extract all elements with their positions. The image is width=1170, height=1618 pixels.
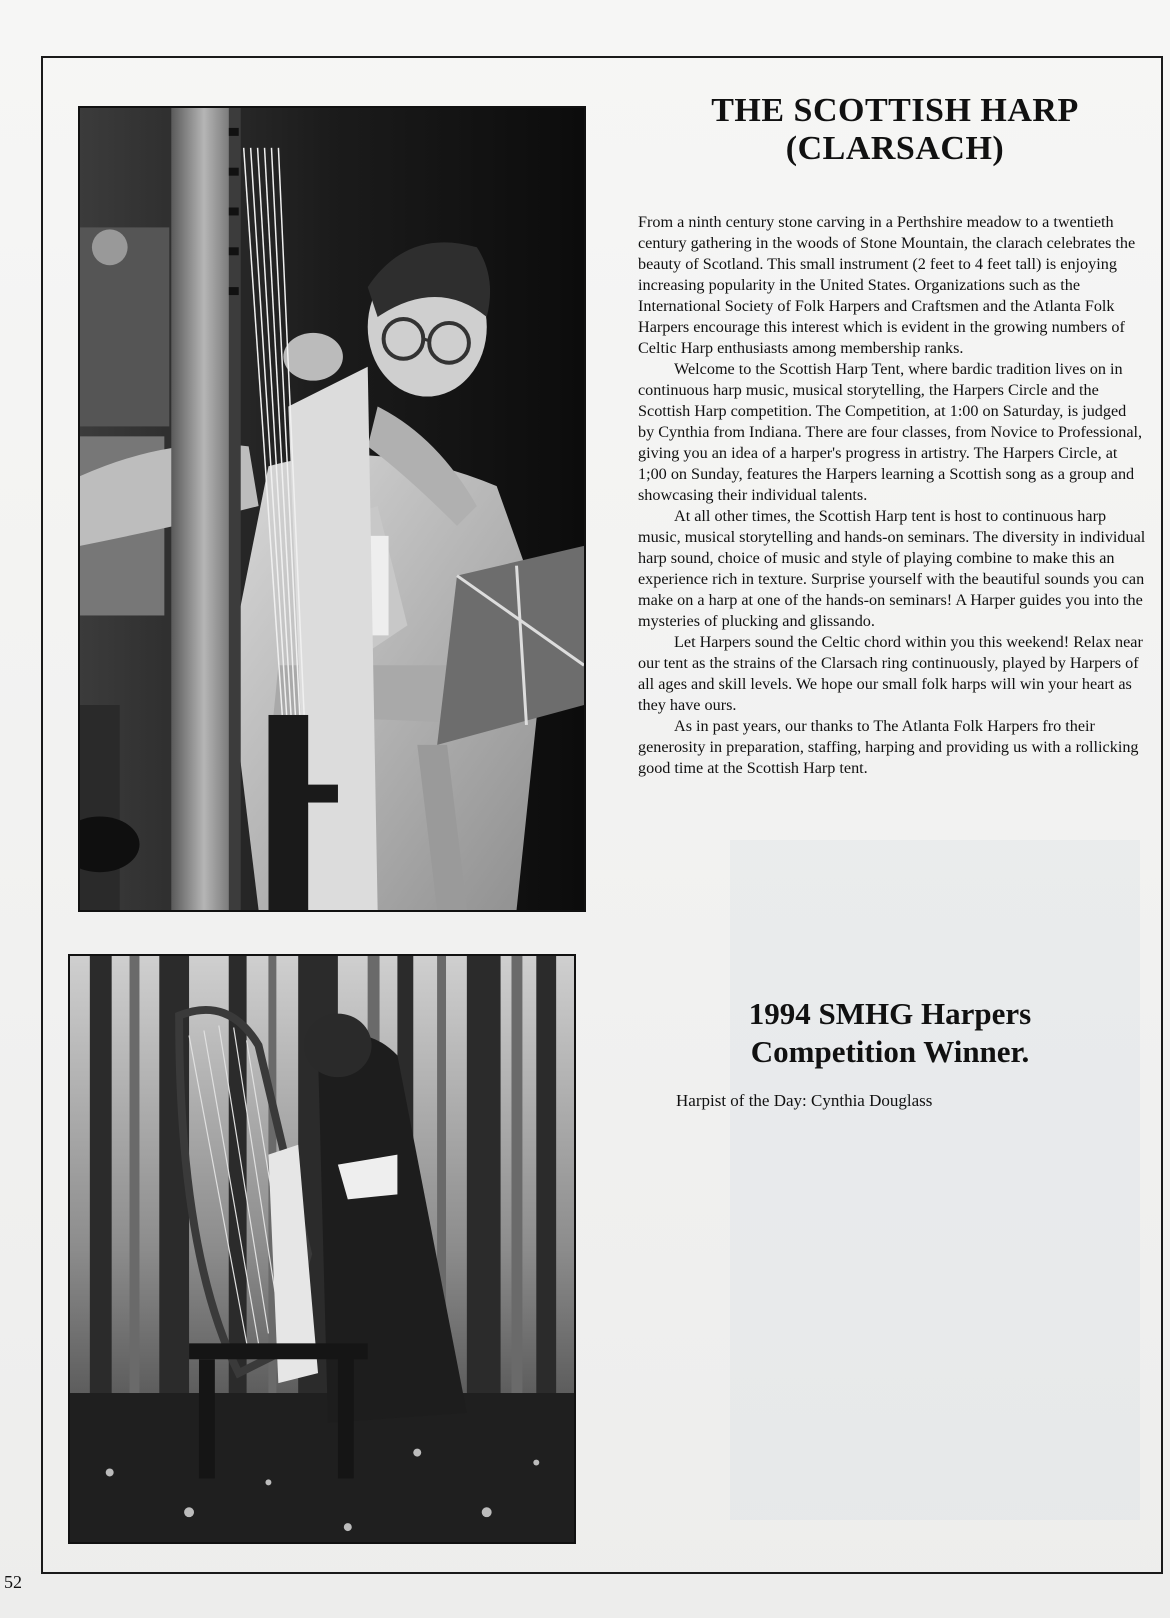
article-body: [638, 212, 1146, 779]
article-paragraph-5: As in past years, our thanks to The Atlanta Folk Harpers fro their generosity in preparation, staffing, harping and providing us with a rollicking good time at the Scottish Harp tent.: [638, 717, 1139, 777]
winner-heading-line2: Competition Winner.: [750, 1034, 1030, 1069]
article-title-line1: THE SCOTTISH HARP: [711, 92, 1079, 129]
harpist-in-woods-image: [70, 956, 574, 1542]
winner-heading-line1: 1994 SMHG Harpers: [748, 996, 1032, 1031]
article-paragraph-3: At all other times, the Scottish Harp tent is host to continuous harp music, musical storytelling and hands-on seminars. The diversity in individual harp sound, choice of music and style of playing combine to make this an experience rich in texture. Surprise yourself with the beautiful sounds you can make on a harp at one of the hands-on seminars! A Harper guides you into the mysteries of plucking and glissando.: [638, 507, 1146, 630]
article-paragraph-2: Welcome to the Scottish Harp Tent, where bardic tradition lives on in continuous harp music, musical storytelling, the Harpers Circle and the Scottish Harp competition. The Competition, at 1:00 on Saturday, is judged by Cynthia from Indiana. There are four classes, from Novice to Professional, giving you an idea of a harper's progress in artistry. The Harpers Circle, at 1;00 on Sunday, features the Harpers learning a Scottish song as a group and showcasing their individual talents.: [638, 360, 1143, 504]
article-paragraph-4: Let Harpers sound the Celtic chord within you this weekend! Relax near our tent as the strains of the Clarsach ring continuously, played by Harpers of all ages and skill levels. We hope our small folk harps will win your heart as they have ours.: [638, 633, 1143, 714]
winner-heading: [680, 995, 1100, 1071]
photo-harpist-playing: [78, 106, 586, 912]
photo-harpist-in-woods: [68, 954, 576, 1544]
article-title-line2: (CLARSACH): [785, 130, 1005, 167]
harpist-playing-image: [80, 108, 584, 910]
article-title: [660, 92, 1130, 168]
harpist-of-the-day: Harpist of the Day: Cynthia Douglass: [676, 1091, 933, 1110]
page-number: 52: [4, 1572, 22, 1592]
article-paragraph-1: From a ninth century stone carving in a Perthshire meadow to a twentieth century gathering in the woods of Stone Mountain, the clarach celebrates the beauty of Scotland. This small instrument (2 feet to 4 feet tall) is enjoying increasing popularity in the United States. Organizations such as the International Society of Folk Harpers and Craftsmen and the Atlanta Folk Harpers encourage this interest which is evident in the growing numbers of Celtic Harp enthusiasts among membership ranks.: [638, 213, 1136, 357]
